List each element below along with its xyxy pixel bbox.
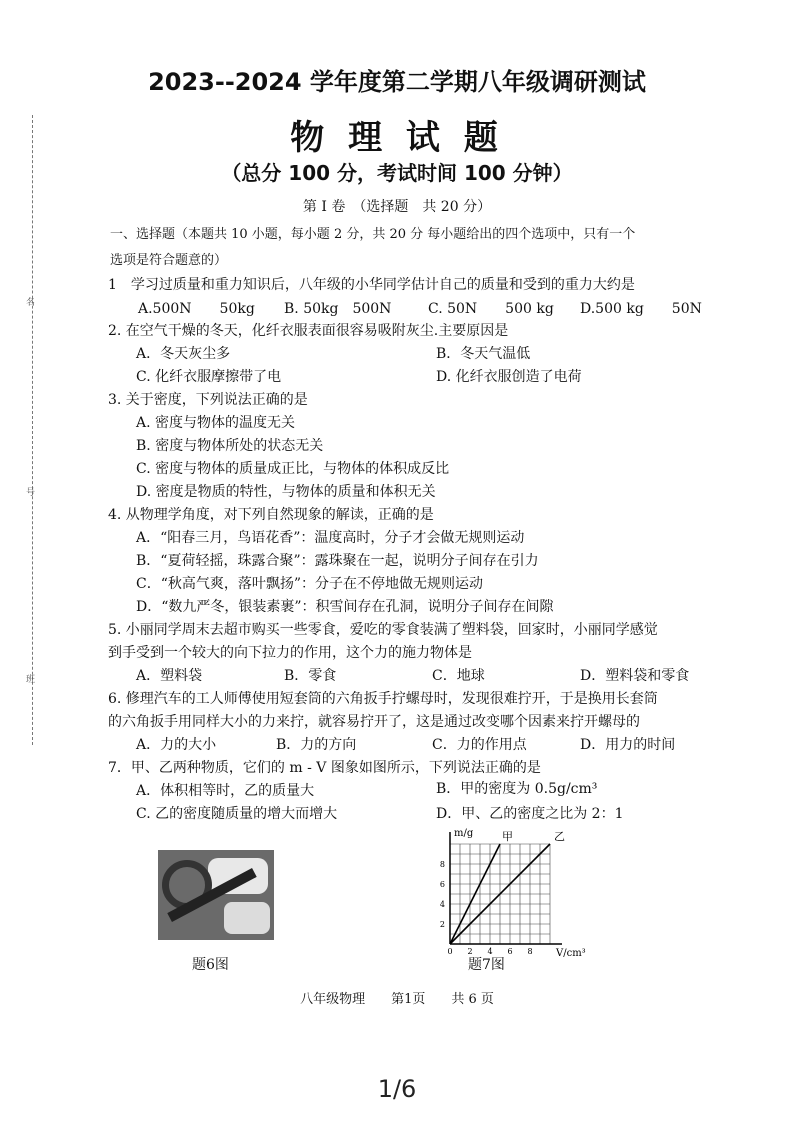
q6-option-a: A．力的大小 <box>136 737 217 753</box>
q5-option-b: B．零食 <box>284 668 337 684</box>
q7-option-b: B．甲的密度为 0.5g/cm³ <box>436 781 598 797</box>
q2-option-d: D. 化纤衣服创造了电荷 <box>436 369 582 385</box>
x-axis-label: V/cm³ <box>556 948 586 959</box>
margin-mark-name: 名 <box>26 298 36 308</box>
y-tick-label: 4 <box>439 900 445 909</box>
x-tick-label: 6 <box>507 947 513 956</box>
q2-option-c: C. 化纤衣服摩擦带了电 <box>136 369 282 385</box>
question-6-stem-2: 的六角扳手用同样大小的力来拧，就容易拧开了，这是通过改变哪个因素来拧开螺母的 <box>108 714 640 730</box>
q6-option-c: C．力的作用点 <box>432 737 527 753</box>
question-3-stem: 3. 关于密度，下列说法正确的是 <box>108 392 308 408</box>
figure-7-mv-chart <box>420 822 600 962</box>
series-label-jia: 甲 <box>502 830 513 843</box>
q1-option-a: A.500N 50kg <box>138 301 255 317</box>
volume-heading: 第 I 卷 （选择题 共 20 分） <box>302 199 492 215</box>
q6-option-d: D．用力的时间 <box>580 737 676 753</box>
exam-title: 2023--2024 学年度第二学期八年级调研测试 <box>148 68 646 96</box>
question-5-stem: 5. 小丽同学周末去超市购买一些零食，爱吃的零食装满了塑料袋，回家时，小丽同学感觉 <box>108 622 658 638</box>
q3-option-a: A. 密度与物体的温度无关 <box>136 415 296 431</box>
x-tick-label: 4 <box>487 947 493 956</box>
q7-option-c: C. 乙的密度随质量的增大而增大 <box>136 806 338 822</box>
q3-option-d: D. 密度是物质的特性，与物体的质量和体积无关 <box>136 484 436 500</box>
question-5-stem-2: 到手受到一个较大的向下拉力的作用，这个力的施力物体是 <box>108 645 472 661</box>
q1-option-b: B. 50kg 500N <box>284 301 392 317</box>
q3-option-b: B. 密度与物体所处的状态无关 <box>136 438 324 454</box>
q7-option-a: A．体积相等时，乙的质量大 <box>136 783 315 799</box>
subject-title: 物 理 试 题 <box>290 118 504 158</box>
q4-option-c: C．“秋高气爽，落叶飘扬”：分子在不停地做无规则运动 <box>136 576 484 592</box>
q1-option-d: D.500 kg 50N <box>580 301 702 317</box>
y-tick-label: 6 <box>439 880 445 889</box>
q5-option-d: D．塑料袋和零食 <box>580 668 690 684</box>
figure-6-wrench-photo <box>158 850 274 940</box>
figure-7-caption: 题7图 <box>468 957 505 973</box>
x-tick-label: 0 <box>447 947 453 956</box>
section-intro-2: 选项是符合题意的） <box>110 253 228 268</box>
question-4-stem: 4. 从物理学角度，对下列自然现象的解读，正确的是 <box>108 507 434 523</box>
page-footer: 八年级物理 第1页 共 6 页 <box>300 992 494 1007</box>
q4-option-a: A．“阳春三月，鸟语花香”：温度高时，分子才会做无规则运动 <box>136 530 525 546</box>
series-label-yi: 乙 <box>554 830 565 843</box>
question-1-stem: 1 学习过质量和重力知识后，八年级的小华同学估计自己的质量和受到的重力大约是 <box>108 277 635 293</box>
x-tick-label: 8 <box>527 947 533 956</box>
question-6-stem: 6. 修理汽车的工人师傅使用短套筒的六角扳手拧螺母时，发现很难拧开，于是换用长套筒 <box>108 691 658 707</box>
q4-option-d: D．“数九严冬，银装素裹”：积雪间存在孔洞，说明分子间存在间隙 <box>136 599 554 615</box>
y-axis-label: m/g <box>454 828 474 839</box>
y-tick-label: 2 <box>439 920 445 929</box>
x-tick-label: 2 <box>467 947 473 956</box>
q6-option-b: B．力的方向 <box>276 737 357 753</box>
q2-option-b: B．冬天气温低 <box>436 346 531 362</box>
question-2-stem: 2. 在空气干燥的冬天，化纤衣服表面很容易吸附灰尘.主要原因是 <box>108 323 509 339</box>
exam-info: （总分 100 分，考试时间 100 分钟） <box>221 161 573 185</box>
q7-option-d: D．甲、乙的密度之比为 2：1 <box>436 806 624 822</box>
q2-option-a: A．冬天灰尘多 <box>136 346 231 362</box>
q5-option-a: A．塑料袋 <box>136 668 203 684</box>
q5-option-c: C．地球 <box>432 668 485 684</box>
q3-option-c: C. 密度与物体的质量成正比，与物体的体积成反比 <box>136 461 450 477</box>
margin-mark-number: 号 <box>26 488 36 498</box>
margin-mark-class: 班 <box>26 675 36 685</box>
q1-option-c: C. 50N 500 kg <box>428 301 554 317</box>
figure-6-caption: 题6图 <box>192 957 229 973</box>
section-intro-1: 一、选择题（本题共 10 小题，每小题 2 分，共 20 分 每小题给出的四个选项中，只有一个 <box>110 227 636 242</box>
q4-option-b: B．“夏荷轻摇，珠露合聚”：露珠聚在一起，说明分子间存在引力 <box>136 553 539 569</box>
question-7-stem: 7．甲、乙两种物质，它们的 m - V 图象如图所示，下列说法正确的是 <box>108 760 541 776</box>
page-indicator: 1/6 <box>377 1075 417 1103</box>
y-tick-label: 8 <box>439 860 445 869</box>
